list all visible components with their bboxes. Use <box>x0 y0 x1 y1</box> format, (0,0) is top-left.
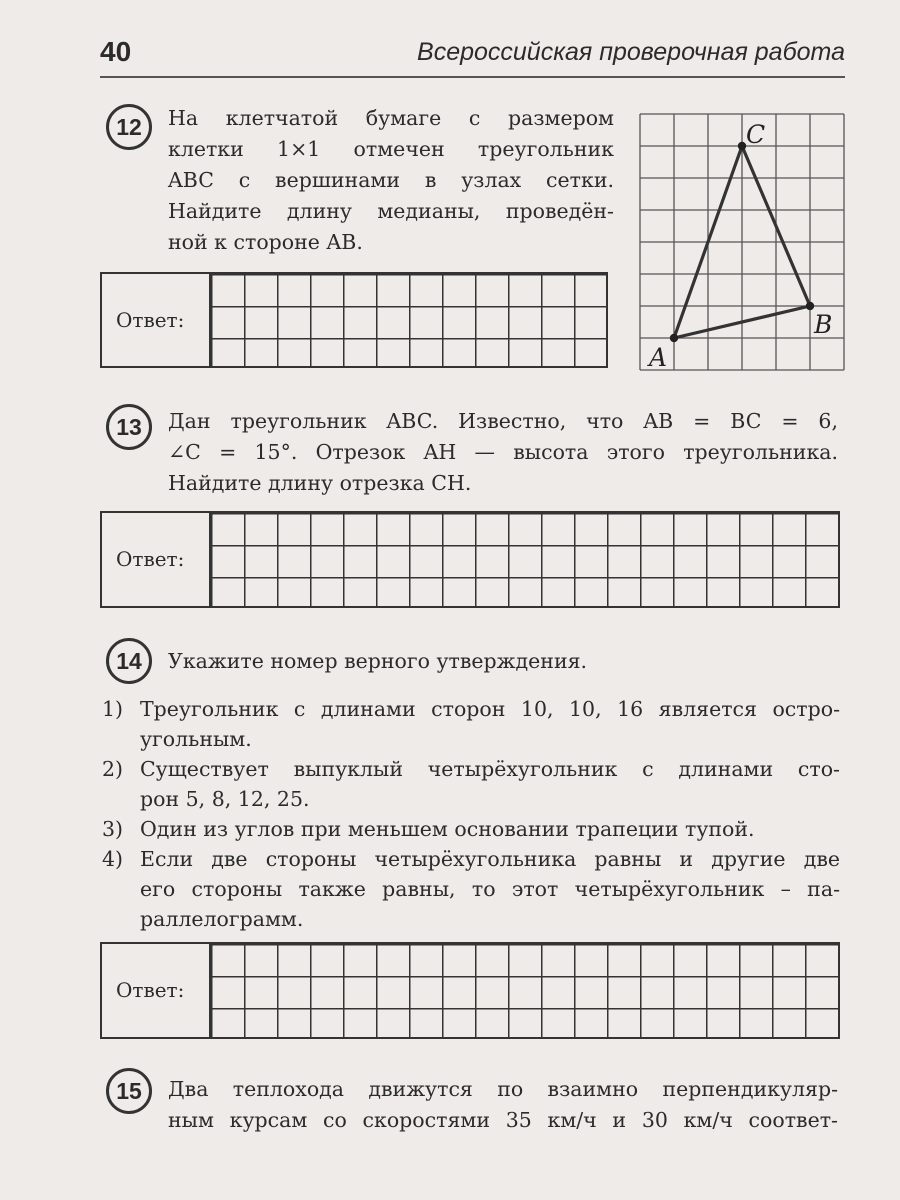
answer-label: Ответ: <box>116 308 185 332</box>
task-number-13: 13 <box>106 404 152 450</box>
task-number-15: 15 <box>106 1068 152 1114</box>
task15-text <box>168 1074 838 1136</box>
task-number-14: 14 <box>106 638 152 684</box>
vertex-c <box>738 142 746 150</box>
statement-2 <box>102 754 840 814</box>
statement-4-line-2: его стороны также равны, то этот четырёхугольник – па- <box>140 877 840 901</box>
task12-line-4: Найдите длину медианы, проведён- <box>168 199 614 223</box>
answer-box-14 <box>100 942 840 1039</box>
label-b: B <box>814 310 833 339</box>
answer-grid-12[interactable] <box>209 274 606 366</box>
statement-4-line-1: Если две стороны четырёхугольника равны и другие две <box>140 847 840 871</box>
statement-1 <box>102 694 840 754</box>
statement-1-line-2: угольным. <box>140 727 252 751</box>
statement-2-label: 2) <box>102 757 124 781</box>
statement-4 <box>102 844 840 934</box>
task13-line-1: Дан треугольник ABC. Известно, что AB = BC = 6, <box>168 409 838 433</box>
statement-2-line-2: рон 5, 8, 12, 25. <box>140 787 310 811</box>
label-a: A <box>649 343 668 372</box>
page-number: 40 <box>100 36 132 67</box>
task12-text <box>168 103 614 258</box>
task13-line-3: Найдите длину отрезка CH. <box>168 471 472 495</box>
statement-2-line-1: Существует выпуклый четырёхугольник с длинами сто- <box>140 757 840 781</box>
vertex-b <box>806 302 814 310</box>
answer-label: Ответ: <box>116 978 185 1002</box>
page-header <box>100 30 845 78</box>
answer-box-12 <box>100 272 608 368</box>
header-rule <box>100 76 845 78</box>
task12-line-1: На клетчатой бумаге с размером <box>168 106 614 130</box>
label-c: C <box>746 120 766 149</box>
task15-line-1: Два теплохода движутся по взаимно перпендикуляр- <box>168 1077 838 1101</box>
statement-1-line-1: Треугольник с длинами сторон 10, 10, 16 является остро- <box>140 697 840 721</box>
task-number-12: 12 <box>106 104 152 150</box>
running-title: Всероссийская проверочная работа <box>417 38 845 66</box>
statement-3 <box>102 814 840 844</box>
task14-prompt: Укажите номер верного утверждения. <box>168 649 588 673</box>
task13-text <box>168 406 838 499</box>
task15-line-2: ным курсам со скоростями 35 км/ч и 30 км/ч соответ- <box>168 1108 838 1132</box>
answer-grid-14[interactable] <box>209 944 838 1037</box>
answer-grid-13[interactable] <box>209 513 838 606</box>
statement-4-line-3: раллелограмм. <box>140 907 304 931</box>
answer-label: Ответ: <box>116 547 185 571</box>
statement-3-line-1: Один из углов при меньшем основании трапеции тупой. <box>140 817 755 841</box>
task12-line-5: ной к стороне AB. <box>168 230 363 254</box>
statement-1-label: 1) <box>102 697 124 721</box>
task13-line-2: ∠C = 15°. Отрезок AH — высота этого треугольника. <box>168 440 838 464</box>
triangle-figure <box>630 104 845 374</box>
task12-line-2: клетки 1×1 отмечен треугольник <box>168 137 614 161</box>
answer-box-13 <box>100 511 840 608</box>
vertex-a <box>670 334 678 342</box>
statement-3-label: 3) <box>102 817 124 841</box>
statement-4-label: 4) <box>102 847 124 871</box>
task12-line-3: ABC с вершинами в узлах сетки. <box>168 168 614 192</box>
